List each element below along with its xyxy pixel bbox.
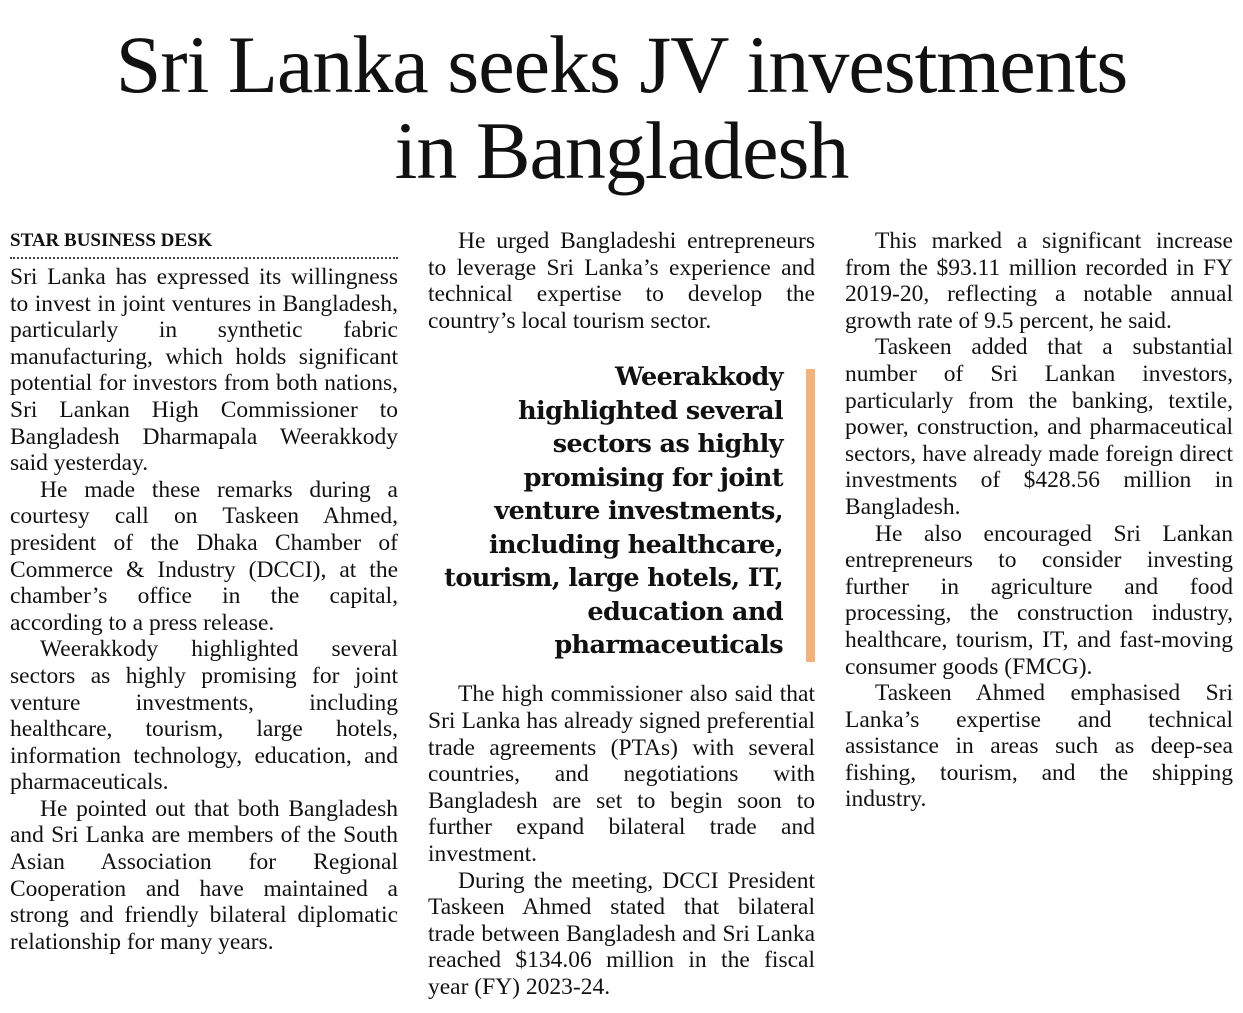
pullquote: Weerakkody highlighted several sectors as highly promising for joint venture investments, including healthcare, tourism, large hotels, IT, education and pharmaceuticals [444,362,783,661]
byline: STAR BUSINESS DESK [10,228,398,259]
pullquote-box [428,361,815,667]
article-column-2 [428,228,815,1001]
article-paragraph: The high commissioner also said that Sri Lanka has already signed preferential trade agreements (PTAs) with several countries, and negotiations with Bangladesh are set to begin soon to further expand bilateral trade and investment. [428,681,815,867]
article-paragraph: During the meeting, DCCI President Taskeen Ahmed stated that bilateral trade between Bangladesh and Sri Lanka reached $134.06 million in the fiscal year (FY) 2023-24. [428,867,815,1000]
article-paragraph: Weerakkody highlighted several sectors as highly promising for joint venture investments, including healthcare, tourism, large hotels, information technology, education, and pharmaceuticals. [10,636,398,796]
article-paragraph: Sri Lanka has expressed its willingness to invest in joint ventures in Bangladesh, particularly in synthetic fabric manufacturing, which holds significant potential for investors from both nations, Sri Lankan High Commissioner to Bangladesh Dharmapala Weerakkody said yesterday. [10,264,398,477]
article-column-3 [845,228,1233,813]
article-paragraph: This marked a significant increase from the $93.11 million recorded in FY 2019-20, reflecting a notable annual growth rate of 9.5 percent, he said. [845,228,1233,334]
headline-line-2: in Bangladesh [394,105,849,196]
article-column-1 [10,228,398,955]
article-paragraph: He also encouraged Sri Lankan entrepreneurs to consider investing further in agriculture and food processing, the construction industry, healthcare, tourism, IT, and fast-moving consumer goods (FMCG). [845,520,1233,680]
article-paragraph: He urged Bangladeshi entrepreneurs to leverage Sri Lanka’s experience and technical expertise to develop the country’s local tourism sector. [428,228,815,334]
article-paragraph: Taskeen Ahmed emphasised Sri Lanka’s expertise and technical assistance in areas such as deep-sea fishing, tourism, and the shipping industry. [845,680,1233,813]
article-paragraph: He made these remarks during a courtesy call on Taskeen Ahmed, president of the Dhaka Chamber of Commerce & Industry (DCCI), at the chamber’s office in the capital, according to a press release. [10,476,398,636]
article-paragraph: Taskeen added that a substantial number of Sri Lankan investors, particularly from the banking, textile, power, construction, and pharmaceutical sectors, have already made foreign direct investments of $428.56 million in Bangladesh. [845,334,1233,520]
headline-line-1: Sri Lanka seeks JV investments [115,19,1128,110]
pullquote-bar [806,369,815,662]
headline [0,19,1243,196]
article-paragraph: He pointed out that both Bangladesh and Sri Lanka are members of the South Asian Association for Regional Cooperation and have maintained a strong and friendly bilateral diplomatic relationship for many years. [10,795,398,955]
